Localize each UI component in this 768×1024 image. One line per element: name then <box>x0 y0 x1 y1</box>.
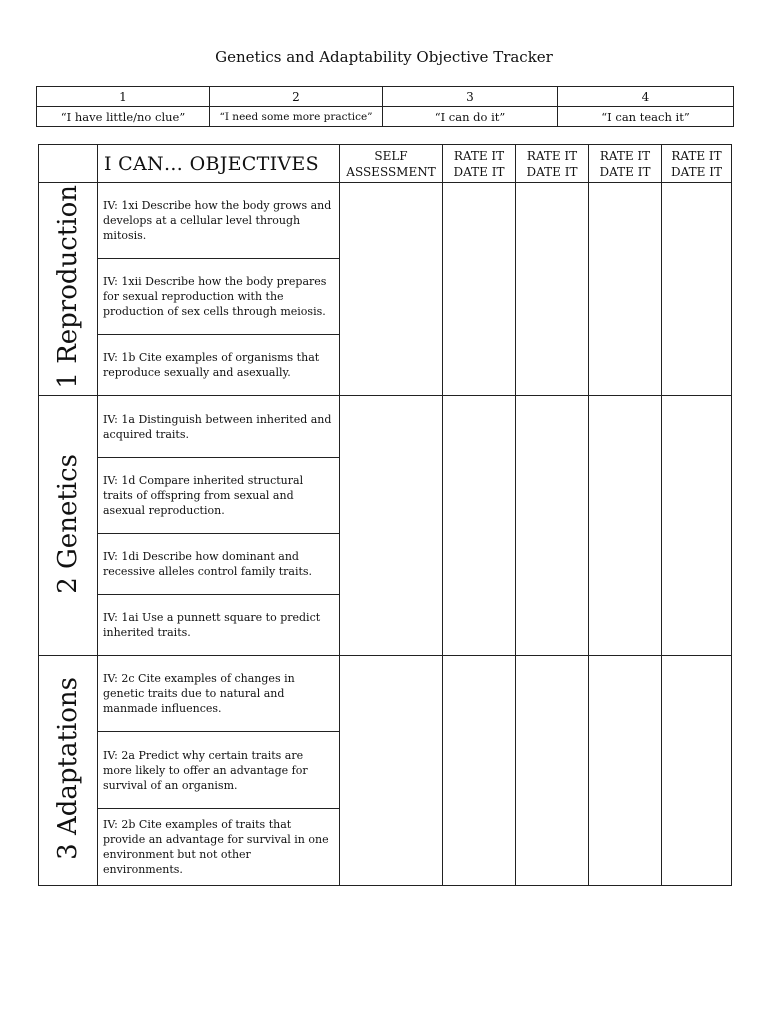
scale-number: 3 <box>383 87 558 107</box>
rate-it-cell[interactable] <box>516 396 589 656</box>
objective-text: IV: 2a Predict why certain traits are more likely to offer an advantage for survival of an organism. <box>98 732 340 809</box>
header-line: DATE IT <box>453 164 505 179</box>
rate-it-header <box>516 145 589 183</box>
header-line: ASSESSMENT <box>346 164 436 179</box>
rate-it-cell[interactable] <box>443 656 516 886</box>
objective-text: IV: 2b Cite examples of traits that provide an advantage for survival in one environment but not other environments. <box>98 809 340 886</box>
header-line: RATE IT <box>526 148 578 163</box>
rate-it-header <box>662 145 732 183</box>
scale-label: “I need some more practice” <box>210 107 383 127</box>
scale-label-row <box>37 107 734 127</box>
scale-label: “I can teach it” <box>558 107 734 127</box>
rate-it-cell[interactable] <box>662 396 732 656</box>
unit-label-cell <box>39 396 98 656</box>
page-title: Genetics and Adaptability Objective Tracker <box>215 48 553 66</box>
objective-text: IV: 1b Cite examples of organisms that reproduce sexually and asexually. <box>98 335 340 396</box>
scale-number: 2 <box>210 87 383 107</box>
unit-label-cell <box>39 656 98 886</box>
header-row <box>39 145 732 183</box>
header-line: DATE IT <box>599 164 651 179</box>
rate-it-cell[interactable] <box>662 656 732 886</box>
scale-label: “I can do it” <box>383 107 558 127</box>
unit-label: 1 Reproduction <box>53 185 83 389</box>
objective-text: IV: 1xii Describe how the body prepares for sexual reproduction with the production of sex cells through meiosis. <box>98 259 340 335</box>
rate-it-header <box>443 145 516 183</box>
header-line: DATE IT <box>671 164 722 179</box>
rate-it-cell[interactable] <box>516 656 589 886</box>
rate-it-cell[interactable] <box>589 183 662 396</box>
self-assessment-cell[interactable] <box>340 396 443 656</box>
header-line: RATE IT <box>671 148 722 163</box>
rate-it-cell[interactable] <box>589 396 662 656</box>
objectives-header: I CAN… OBJECTIVES <box>98 145 340 183</box>
scale-number-row <box>37 87 734 107</box>
objective-text: IV: 1di Describe how dominant and recessive alleles control family traits. <box>98 534 340 595</box>
objective-text: IV: 1ai Use a punnett square to predict inherited traits. <box>98 595 340 656</box>
unit-label: 2 Genetics <box>53 453 83 594</box>
objective-row <box>39 656 732 732</box>
objective-text: IV: 1a Distinguish between inherited and acquired traits. <box>98 396 340 458</box>
objective-row <box>39 183 732 259</box>
self-assessment-cell[interactable] <box>340 183 443 396</box>
objective-text: IV: 1xi Describe how the body grows and develops at a cellular level through mitosis. <box>98 183 340 259</box>
scale-number: 4 <box>558 87 734 107</box>
scale-label: “I have little/no clue” <box>37 107 210 127</box>
rating-scale-table <box>36 86 734 127</box>
objective-tracker-table <box>38 144 732 886</box>
self-assessment-header <box>340 145 443 183</box>
objective-text: IV: 1d Compare inherited structural traits of offspring from sexual and asexual reproduction. <box>98 458 340 534</box>
header-line: RATE IT <box>453 148 505 163</box>
rate-it-cell[interactable] <box>443 396 516 656</box>
rate-it-cell[interactable] <box>662 183 732 396</box>
rate-it-cell[interactable] <box>443 183 516 396</box>
rate-it-header <box>589 145 662 183</box>
objective-row <box>39 396 732 458</box>
header-line: SELF <box>374 148 408 163</box>
objective-text: IV: 2c Cite examples of changes in genetic traits due to natural and manmade influences. <box>98 656 340 732</box>
unit-label-cell <box>39 183 98 396</box>
scale-number: 1 <box>37 87 210 107</box>
rate-it-cell[interactable] <box>589 656 662 886</box>
header-line: RATE IT <box>599 148 651 163</box>
unit-header-cell <box>39 145 98 183</box>
header-line: DATE IT <box>526 164 578 179</box>
rate-it-cell[interactable] <box>516 183 589 396</box>
unit-label: 3 Adaptations <box>53 677 83 860</box>
self-assessment-cell[interactable] <box>340 656 443 886</box>
